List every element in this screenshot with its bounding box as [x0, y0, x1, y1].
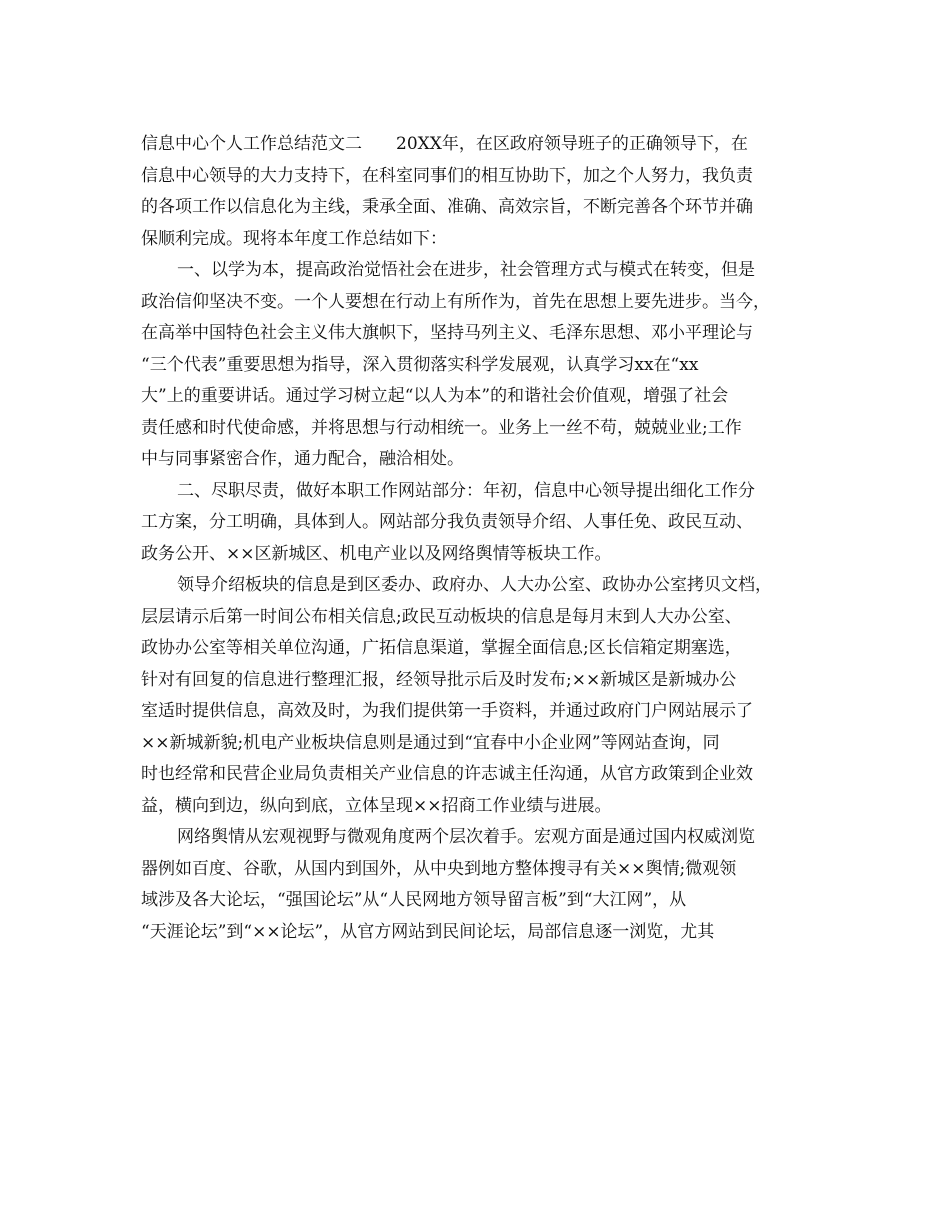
text-line: 器例如百度、谷歌，从国内到国外，从中央到地方整体搜寻有关××舆情;微观领	[141, 858, 737, 879]
text-line: 层层请示后第一时间公布相关信息;政民互动板块的信息是每月末到人大办公室、	[141, 606, 742, 627]
text-line: 益，横向到边，纵向到底，立体呈现××招商工作业绩与进展。	[141, 795, 612, 816]
text-line: 在高举中国特色社会主义伟大旗帜下，坚持马列主义、毛泽东思想、邓小平理论与	[141, 323, 753, 343]
text-line: 政务公开、××区新城区、机电产业以及网络舆情等板块工作。	[141, 543, 612, 564]
text-line: 政协办公室等相关单位沟通，广拓信息渠道，掌握全面信息;区长信箱定期塞选，	[141, 638, 742, 658]
text-line: 领导介绍板块的信息是到区委办、政府办、人大办公室、政协办公室拷贝文档，	[177, 575, 772, 595]
text-line: ××新城新貌;机电产业板块信息则是通过到“宜春中小企业网”等网站查询，同	[141, 732, 720, 753]
text-line: 保顺利完成。现将本年度工作总结如下：	[141, 228, 447, 249]
text-line: 信息中心个人工作总结范文二 20XX年，在区政府领导班子的正确领导下，在	[141, 134, 748, 154]
text-line: 室适时提供信息，高效及时，为我们提供第一手资料，并通过政府门户网站展示了	[141, 701, 753, 721]
text-line: “三个代表”重要思想为指导，深入贯彻落实科学发展观，认真学习xx在“xx	[141, 354, 699, 375]
text-line: 信息中心领导的大力支持下，在科室同事们的相互协助下，加之个人努力，我负责	[141, 165, 753, 186]
text-line: 工方案，分工明确，具体到人。网站部分我负责领导介绍、人事任免、政民互动、	[141, 512, 753, 532]
text-line: 责任感和时代使命感，并将思想与行动相统一。业务上一丝不苟，兢兢业业;工作	[141, 417, 742, 438]
text-line: 域涉及各大论坛，“强国论坛”从“人民网地方领导留言板”到“大江网”，从	[141, 890, 687, 910]
text-line: 政治信仰坚决不变。一个人要想在行动上有所作为，首先在思想上要先进步。当今，	[141, 291, 770, 312]
text-line: 中与同事紧密合作，通力配合，融洽相处。	[141, 449, 464, 469]
text-line: 网络舆情从宏观视野与微观角度两个层次着手。宏观方面是通过国内权威浏览	[177, 827, 755, 847]
text-line: 的各项工作以信息化为主线，秉承全面、准确、高效宗旨，不断完善各个环节并确	[141, 197, 753, 217]
text-line: 时也经常和民营企业局负责相关产业信息的许志诚主任沟通，从官方政策到企业效	[141, 764, 753, 784]
document-body	[141, 129, 831, 948]
text-line: 二、尽职尽责，做好本职工作网站部分：年初，信息中心领导提出细化工作分	[177, 480, 755, 501]
text-line: “天涯论坛”到“××论坛”，从官方网站到民间论坛，局部信息逐一浏览，尤其	[141, 921, 715, 942]
text-line: 针对有回复的信息进行整理汇报，经领导批示后及时发布;××新城区是新城办公	[141, 669, 737, 690]
text-line: 大”上的重要讲话。通过学习树立起“以人为本”的和谐社会价值观，增强了社会	[141, 386, 729, 406]
text-line: 一、以学为本，提高政治觉悟社会在进步，社会管理方式与模式在转变，但是	[177, 260, 755, 280]
